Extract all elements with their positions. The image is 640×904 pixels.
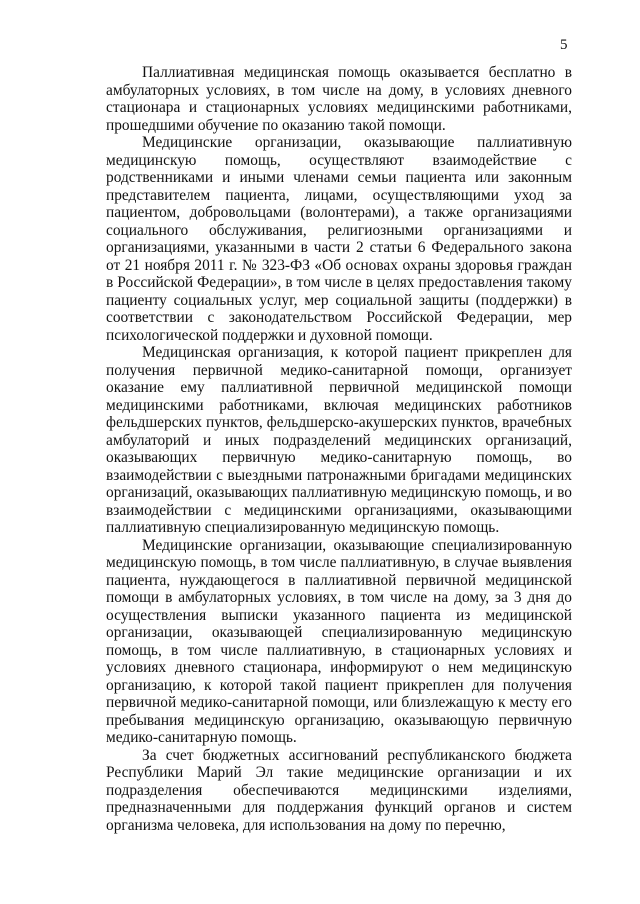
paragraph-palliative-free: Паллиативная медицинская помощь оказывается бесплатно в амбулаторных условиях, в том числе на дому, в условиях дневного стационара и стационарных условиях медицинскими работниками, прошедшими обучение по оказанию такой помощи.: [106, 64, 572, 134]
paragraph-specialized-care: Медицинские организации, оказывающие специализированную медицинскую помощь, в том числе паллиативную, в случае выявления пациента, нуждающегося в паллиативной первичной медицинской помощи в амбулаторных условиях, в том числе на дому, за 3 дня до осуществления выписки указанного пациента из медицинской организации, оказывающей специализированную медицинскую помощь, в том числе паллиативную, в стационарных условиях и условиях дневного стационара, информируют о нем медицинскую организацию, к которой такой пациент прикреплен для получения первичной медико-санитарной помощи, или близлежащую к месту его пребывания медицинскую организацию, оказывающую первичную медико-санитарную помощь.: [106, 536, 572, 746]
paragraph-interaction: Медицинские организации, оказывающие паллиативную медицинскую помощь, осуществляют взаимодействие с родственниками и иными членами семьи пациента или законным представителем пациента, лицами, осуществляющими уход за пациентом, добровольцами (волонтерами), а также организациями социального обслуживания, религиозными организациями и организациями, указанными в части 2 статьи 6 Федерального закона от 21 ноября 2011 г. № 323-ФЗ «Об основах охраны здоровья граждан в Российской Федерации», в том числе в целях предоставления такому пациенту социальных услуг, мер социальной защиты (поддержки) в соответствии с законодательством Российской Федерации, мер психологической поддержки и духовной помощи.: [106, 134, 572, 344]
paragraph-primary-care: Медицинская организация, к которой пациент прикреплен для получения первичной медико-санитарной помощи, организует оказание ему паллиативной первичной медицинской помощи медицинскими работниками, включая медицинских работников фельдшерских пунктов, фельдшерско-акушерских пунктов, врачебных амбулаторий и иных подразделений медицинских организаций, оказывающих первичную медико-санитарную помощь, во взаимодействии с выездными патронажными бригадами медицинских организаций, оказывающих паллиативную медицинскую помощь, и во взаимодействии с медицинскими организациями, оказывающими паллиативную специализированную медицинскую помощь.: [106, 344, 572, 536]
document-body: [106, 64, 572, 834]
page-number: 5: [560, 37, 568, 53]
paragraph-budget: За счет бюджетных ассигнований республиканского бюджета Республики Марий Эл такие медицинские организации и их подразделения обеспечиваются медицинскими изделиями, предназначенными для поддержания функций органов и систем организма человека, для использования на дому по перечню,: [106, 746, 572, 834]
